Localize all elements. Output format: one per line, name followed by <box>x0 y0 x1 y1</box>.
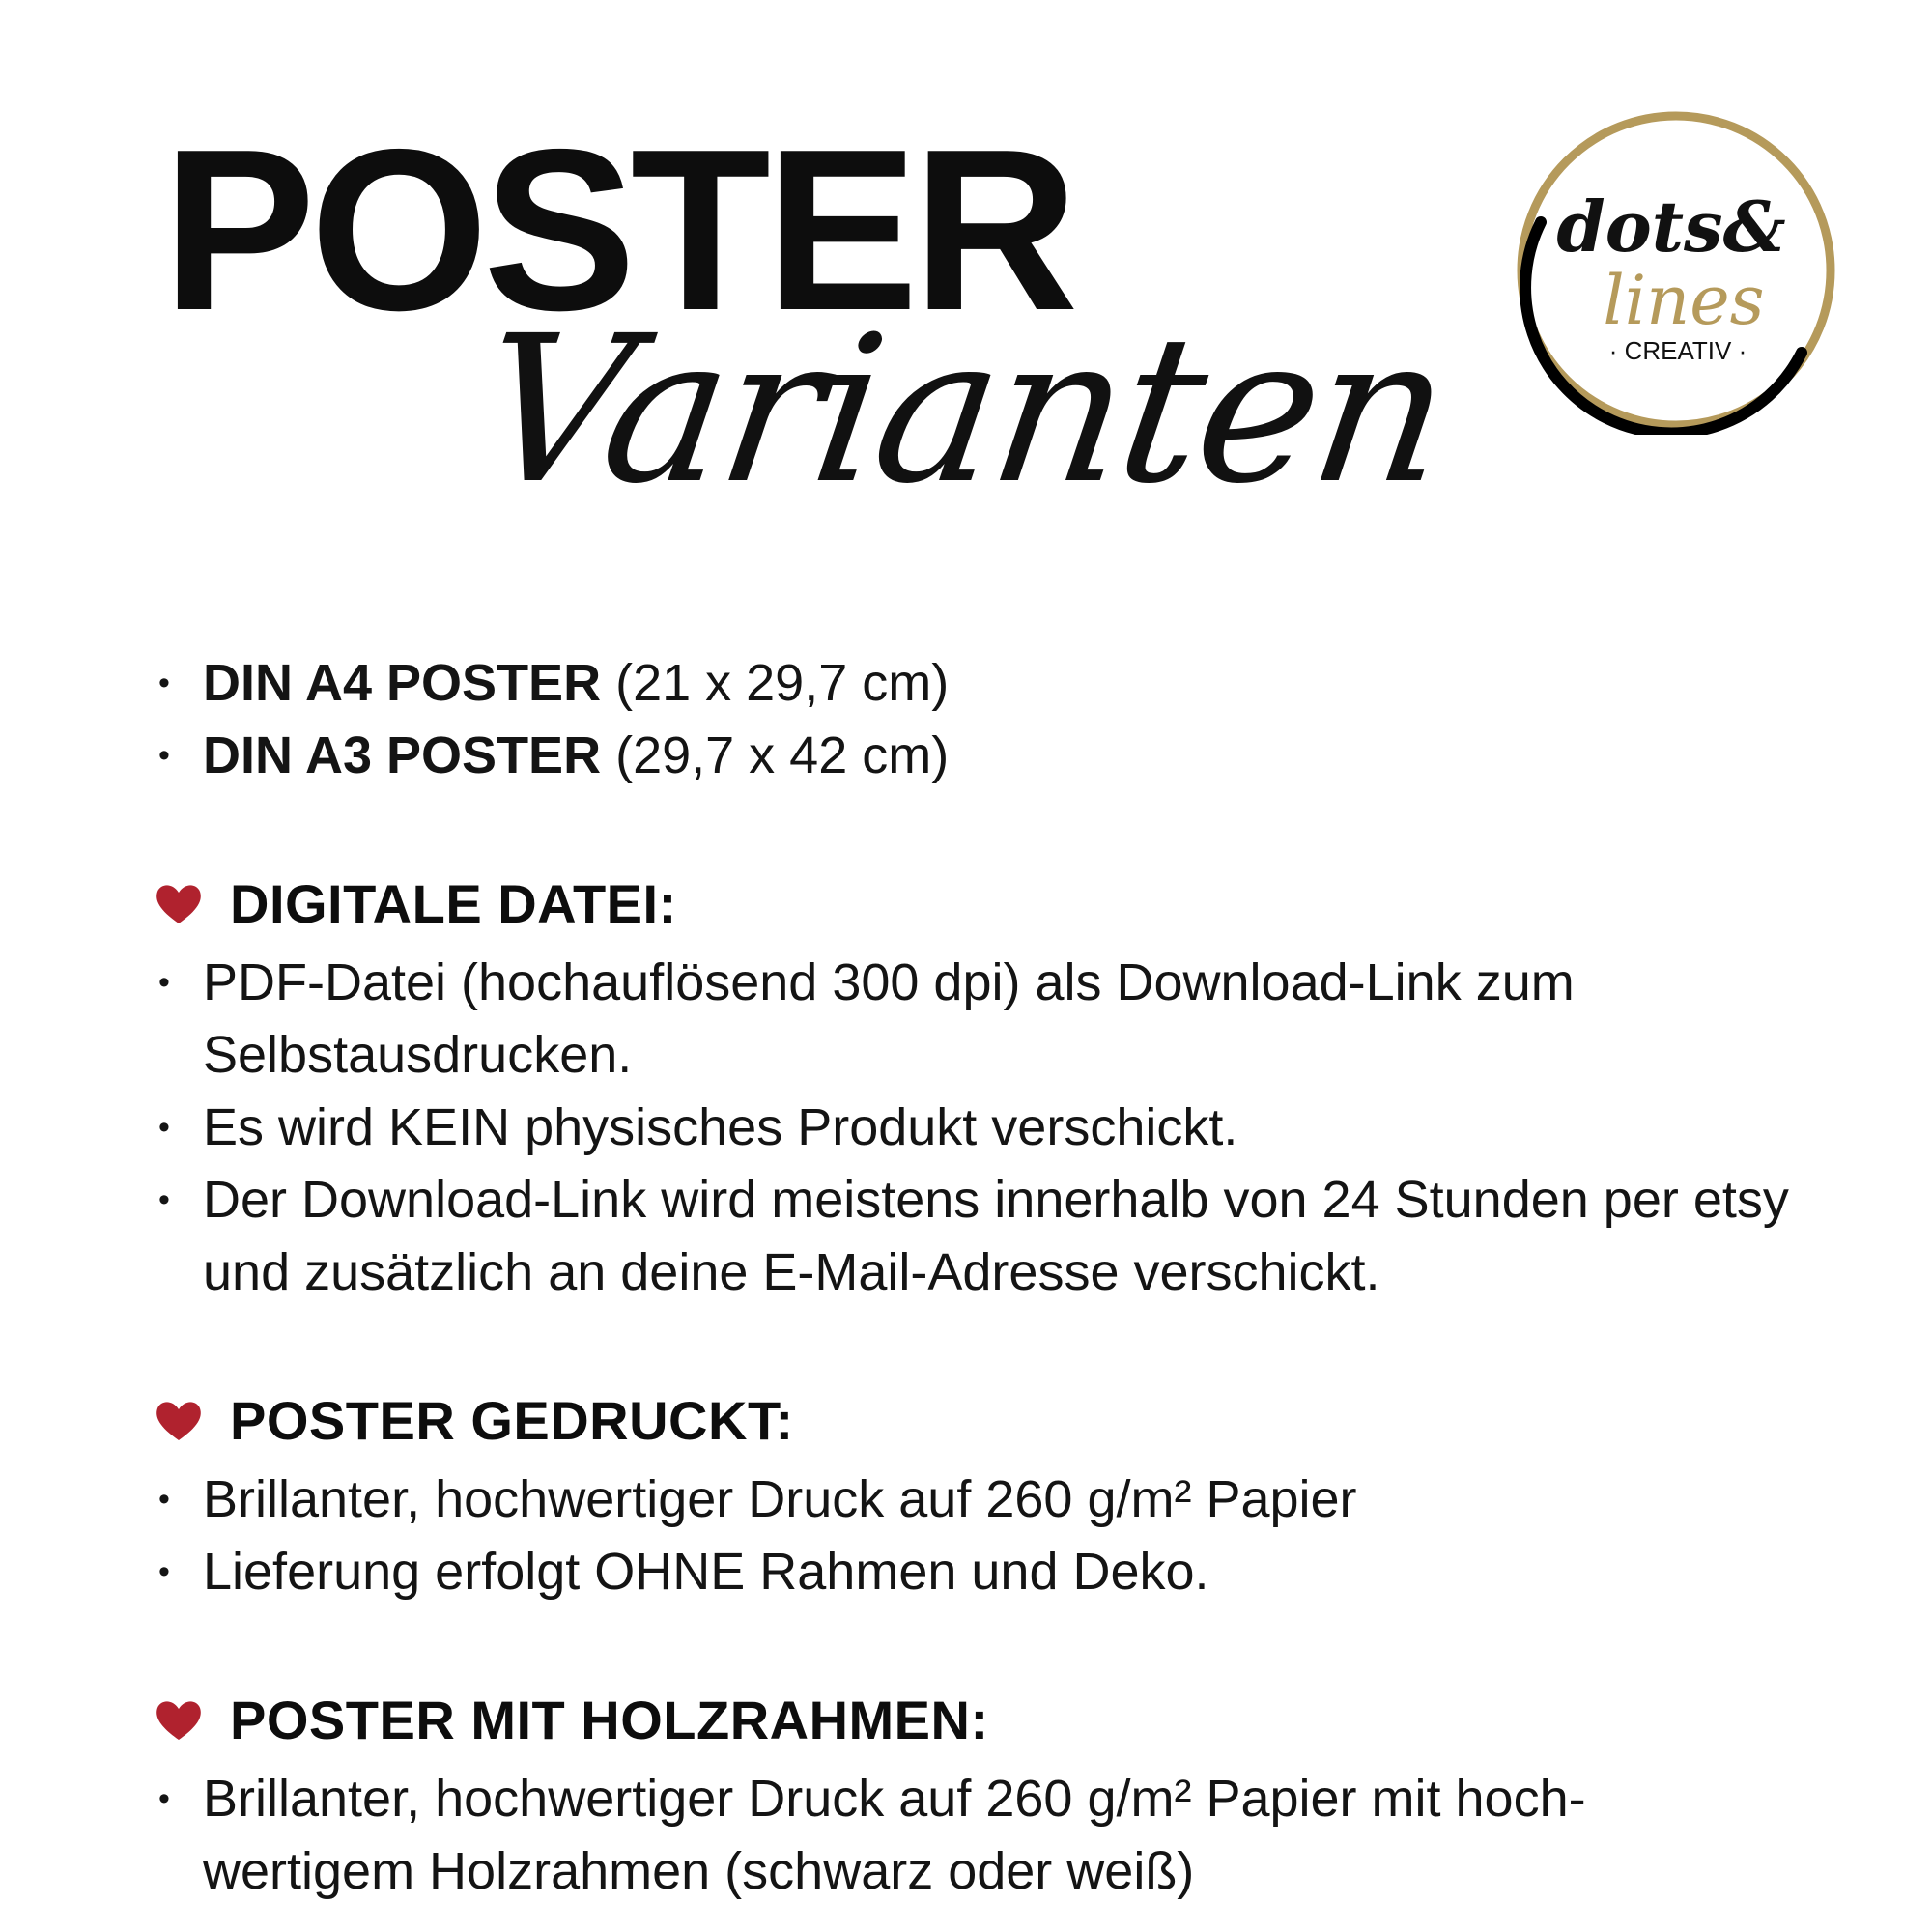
logo-text-dots: dots& <box>1556 185 1786 268</box>
list-item: • Brillanter, hochwertiger Druck auf 260 g/m² Papier <box>155 1463 1797 1536</box>
section-framed <box>155 1676 1797 1908</box>
heart-icon <box>155 1697 203 1742</box>
list-item <box>155 647 1797 720</box>
section-header <box>155 1676 1797 1763</box>
logo-text-lines: lines <box>1603 261 1765 340</box>
list-item <box>155 720 1797 792</box>
content <box>155 647 1797 1908</box>
size-dimensions: (21 x 29,7 cm) <box>601 654 950 712</box>
page-subtitle: Varianten <box>466 292 1460 528</box>
size-list <box>155 647 1797 792</box>
size-dimensions: (29,7 x 42 cm) <box>601 726 950 784</box>
heart-icon <box>155 881 203 925</box>
section-digital <box>155 860 1797 1309</box>
section-list <box>155 1763 1797 1908</box>
section-printed <box>155 1377 1797 1608</box>
section-title: DIGITALE DATEI: <box>230 872 677 934</box>
section-list <box>155 1463 1797 1608</box>
size-label: DIN A3 POSTER <box>203 726 602 784</box>
page-title: POSTER <box>162 102 1073 358</box>
section-header <box>155 860 1797 947</box>
section-list <box>155 947 1797 1309</box>
section-header <box>155 1377 1797 1463</box>
brand-logo <box>1512 106 1840 435</box>
size-label: DIN A4 POSTER <box>203 654 602 712</box>
list-item: • Brillanter, hochwertiger Druck auf 260 g/m² Papier mit hoch-wertigem Holzrahmen (schwarz oder weiß) <box>155 1763 1797 1908</box>
list-item: • Lieferung erfolgt OHNE Rahmen und Deko. <box>155 1536 1797 1608</box>
section-title: POSTER GEDRUCKT: <box>230 1389 794 1451</box>
logo-text-creativ: · CREATIV · <box>1608 336 1747 365</box>
heart-icon <box>155 1398 203 1442</box>
list-item: • PDF-Datei (hochauflösend 300 dpi) als Download-Link zum Selbstausdrucken. <box>155 947 1797 1092</box>
list-item: • Es wird KEIN physisches Produkt verschickt. <box>155 1092 1797 1164</box>
section-title: POSTER MIT HOLZRAHMEN: <box>230 1689 989 1750</box>
list-item: • Der Download-Link wird meistens innerhalb von 24 Stunden per etsy und zusätzlich an deine E-Mail-Adresse verschickt. <box>155 1164 1797 1309</box>
